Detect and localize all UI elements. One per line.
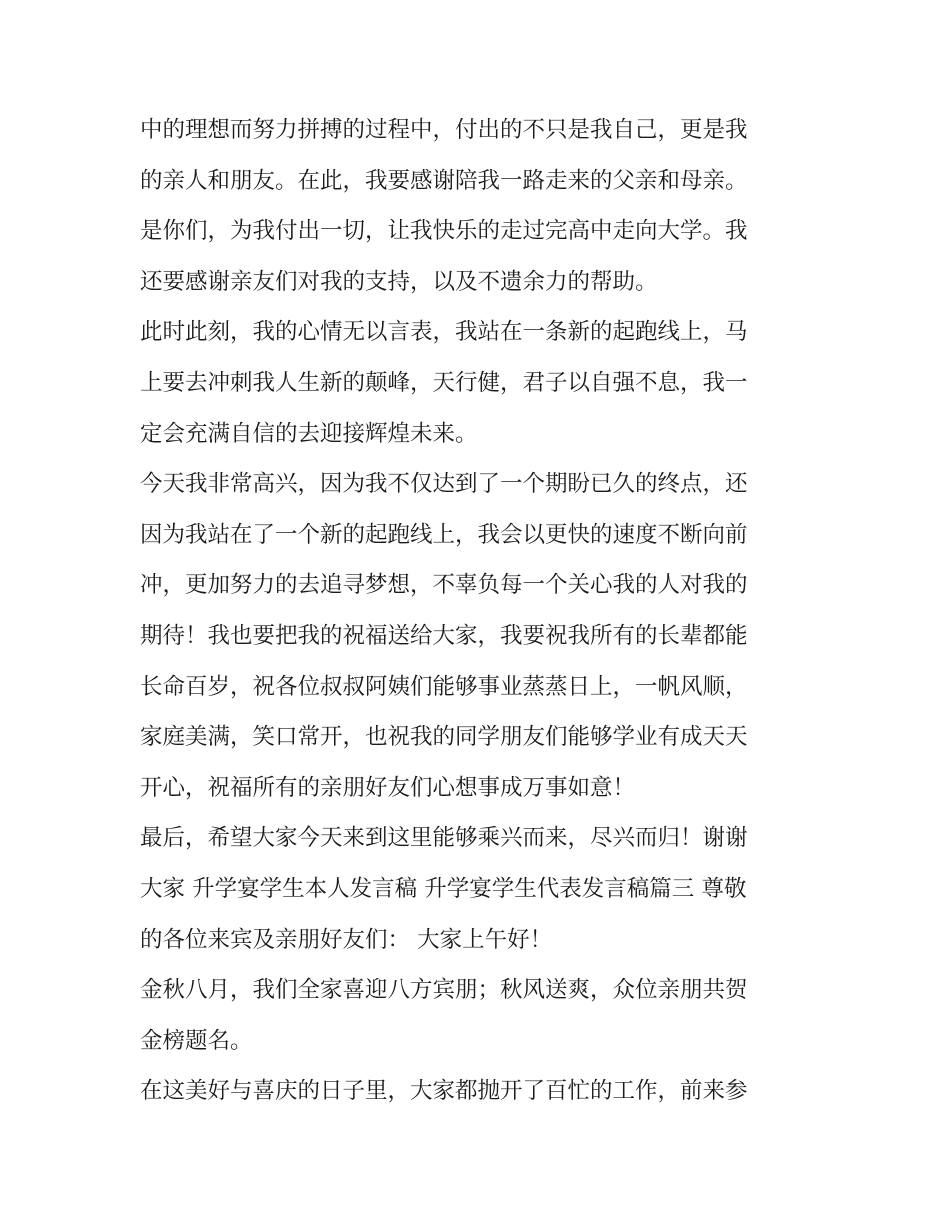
text-line-12: 长命百岁，祝各位叔叔阿姨们能够事业蒸蒸日上，一帆风顺，	[140, 673, 748, 700]
text-line-10: 冲，更加努力的去追寻梦想，不辜负每一个关心我的人对我的	[140, 572, 748, 599]
text-line-20: 在这美好与喜庆的日子里，大家都抛开了百忙的工作，前来参	[140, 1078, 748, 1105]
text-line-6: 上要去冲刺我人生新的颠峰，天行健，君子以自强不息，我一	[140, 369, 748, 396]
text-line-13: 家庭美满，笑口常开，也祝我的同学朋友们能够学业有成天天	[140, 724, 748, 751]
text-line-18: 金秋八月，我们全家喜迎八方宾朋；秋风送爽，众位亲朋共贺	[140, 977, 748, 1004]
text-line-16: 大家 升学宴学生本人发言稿 升学宴学生代表发言稿篇三 尊敬	[140, 875, 747, 902]
text-line-3: 是你们，为我付出一切，让我快乐的走过完高中走向大学。我	[140, 218, 748, 245]
text-line-9: 因为我站在了一个新的起跑线上，我会以更快的速度不断向前	[140, 521, 748, 548]
text-line-11: 期待！我也要把我的祝福送给大家，我要祝我所有的长辈都能	[140, 622, 748, 649]
text-line-17: 的各位来宾及亲朋好友们： 大家上午好！	[140, 926, 553, 953]
text-line-4: 还要感谢亲友们对我的支持，以及不遗余力的帮助。	[140, 268, 658, 295]
text-line-5: 此时此刻，我的心情无以言表，我站在一条新的起跑线上，马	[140, 319, 748, 346]
text-line-7: 定会充满自信的去迎接辉煌未来。	[140, 420, 478, 447]
text-line-15: 最后，希望大家今天来到这里能够乘兴而来，尽兴而归！谢谢	[140, 825, 748, 852]
text-line-8: 今天我非常高兴，因为我不仅达到了一个期盼已久的终点，还	[140, 471, 748, 498]
text-line-1: 中的理想而努力拼搏的过程中，付出的不只是我自己，更是我	[140, 117, 748, 143]
body-text	[140, 105, 820, 1117]
text-line-2: 的亲人和朋友。在此，我要感谢陪我一路走来的父亲和母亲。	[140, 167, 748, 194]
text-line-19: 金榜题名。	[140, 1027, 253, 1054]
text-line-14: 开心，祝福所有的亲朋好友们心想事成万事如意！	[140, 774, 636, 801]
